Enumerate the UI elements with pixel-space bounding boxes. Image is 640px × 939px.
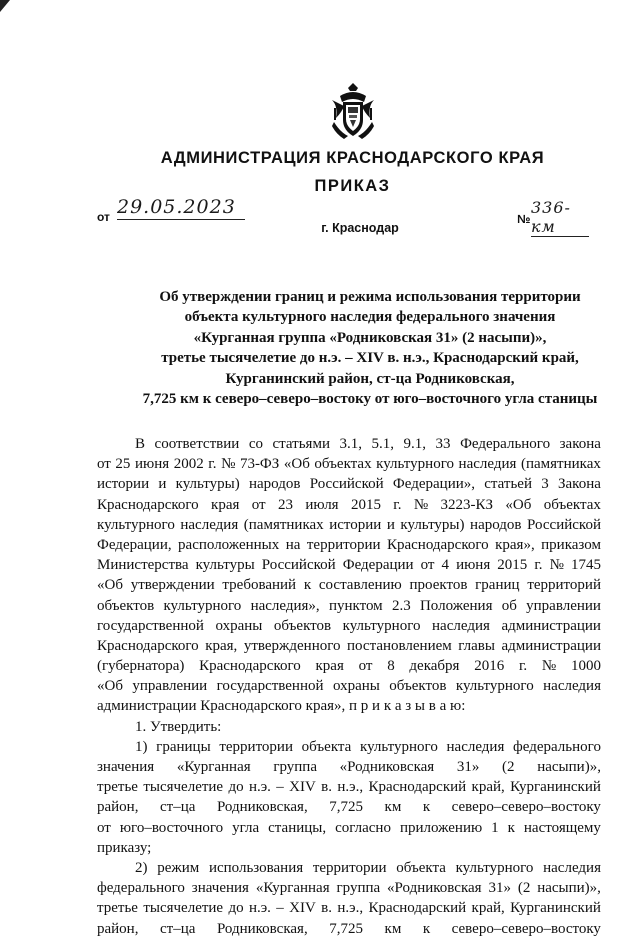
body-word: н.э. [248, 779, 271, 796]
body-word: Родниковская, [216, 799, 308, 816]
body-word: 73-ФЗ [239, 456, 280, 473]
body-word: пунктом [328, 597, 383, 614]
body-word: 5.1, [371, 436, 395, 452]
body-word: насыпи)», [537, 880, 601, 897]
body-word: Родниковская, [216, 920, 308, 937]
body-word: территории [312, 859, 387, 876]
title-line: Курганинский район, ст-ца Родниковская, [225, 370, 515, 387]
body-word: «Об [97, 577, 123, 594]
body-word: 2002 [173, 456, 204, 473]
body-word: края [211, 496, 240, 513]
body-word: администрации [501, 617, 601, 634]
body-word: государственной [97, 617, 204, 634]
body-word: г. [534, 557, 543, 574]
body-word: 31» [456, 759, 480, 775]
body-word: н.э. [248, 900, 271, 917]
body-word: северо–северо–востоку [451, 920, 601, 937]
body-word: в. [321, 779, 333, 796]
body-word: управлении [526, 597, 601, 614]
body-word: статьей [484, 476, 532, 493]
body-word: «Курганная [176, 759, 251, 775]
date-label: от [97, 210, 110, 224]
body-word: Краснодарский [368, 900, 467, 917]
title-line: 7,725 км к северо–северо–востоку от юго–восточного угла станицы [142, 391, 598, 408]
city-name: г. Краснодар [321, 221, 399, 235]
body-line [97, 616, 601, 636]
number-label: № [517, 212, 531, 226]
document-title [60, 287, 640, 409]
body-word: значения [97, 759, 155, 775]
body-word: «Курганная [255, 880, 330, 897]
body-word: июня [456, 557, 491, 574]
body-line [97, 878, 601, 898]
body-word: народов [249, 476, 301, 493]
body-word: края [315, 658, 344, 675]
body-word: группа [336, 880, 381, 897]
body-word: согласно [335, 819, 391, 836]
body-word: и [158, 476, 167, 493]
body-word: от [97, 456, 111, 473]
body-word: 2015 [350, 496, 381, 513]
body-word: № [221, 456, 236, 473]
body-line-text: приказу; [97, 839, 152, 856]
body-word: постановлением [347, 637, 452, 654]
body-word: статьями [272, 436, 330, 452]
body-word: район, [97, 799, 139, 816]
body-line [97, 474, 601, 494]
body-word: 8 [387, 658, 395, 675]
body-word: Федерации, [97, 536, 172, 553]
body-line [97, 919, 601, 939]
body-word: культурного [342, 617, 421, 634]
body-word: Краснодарского [386, 536, 489, 553]
body-word: н.э., [337, 900, 364, 917]
body-line [97, 838, 601, 858]
body-word: Российской [261, 557, 336, 574]
body-word: управлении [132, 678, 208, 695]
body-word: наследия», [250, 597, 320, 614]
body-word: 1) [135, 738, 148, 755]
body-word: км [384, 920, 402, 937]
body-word: расположенных [178, 536, 280, 553]
body-line [97, 434, 601, 454]
body-word: 3223-КЗ [440, 496, 494, 513]
body-word: составлению [318, 577, 402, 594]
body-word: культурного [360, 738, 438, 755]
body-word: Министерства [97, 557, 189, 574]
body-word: края», [495, 536, 535, 553]
body-word: декабря [409, 658, 460, 675]
body-line [97, 636, 601, 656]
body-line-text: 1. Утвердить: [135, 718, 222, 735]
body-word: третье [97, 779, 138, 796]
body-line [97, 858, 601, 878]
body-word: край, [471, 779, 505, 796]
body-line [97, 757, 601, 777]
body-word: к [422, 799, 431, 816]
body-word: к [303, 577, 312, 594]
body-word: 31» [488, 880, 511, 897]
body-word: (2 [502, 759, 515, 775]
body-word: и [386, 516, 395, 533]
document-type: ПРИКАЗ [314, 177, 391, 195]
body-word: (2 [517, 880, 531, 897]
body-word: № [413, 496, 429, 513]
body-word: культурного [455, 678, 534, 695]
body-word: истории [97, 476, 150, 493]
body-line [97, 717, 601, 737]
body-word: № [541, 658, 557, 675]
body-word: наследия [458, 456, 517, 473]
body-word: истории [329, 516, 382, 533]
body-line [97, 495, 601, 515]
body-line [97, 898, 601, 918]
body-word: 2015 [497, 557, 528, 574]
body-line [97, 555, 601, 575]
body-line [97, 656, 601, 676]
title-line: «Курганная группа «Родниковская 31» (2 насыпи)», [193, 329, 547, 346]
body-line [97, 575, 601, 595]
body-word: требований [222, 577, 297, 594]
body-word: до [228, 900, 244, 917]
body-word: культуры [195, 557, 255, 574]
body-word: июня [134, 456, 170, 473]
body-word: «Об [97, 678, 123, 695]
body-word: – [276, 900, 284, 917]
body-word: к [507, 819, 515, 836]
body-word: утверждении [130, 577, 215, 594]
body-word: проектов [409, 577, 468, 594]
body-word: администрации [501, 637, 601, 654]
body-line [97, 696, 601, 716]
body-word: наследия [543, 859, 601, 876]
body-word: 7,725 [329, 799, 363, 816]
body-word: «Родниковская [339, 759, 435, 775]
body-word: со [248, 436, 263, 452]
body-word: режим [157, 859, 200, 876]
body-word: 33 [435, 436, 451, 452]
body-word: 3.1, [339, 436, 362, 452]
body-line [97, 737, 601, 757]
body-word: 9.1, [403, 436, 427, 452]
body-word: на [285, 536, 301, 553]
body-word: приказом [541, 536, 601, 553]
body-line-text: администрации Краснодарского края», п р и к а з ы в а ю: [97, 698, 466, 715]
body-word: от [251, 496, 266, 513]
body-line [97, 777, 601, 797]
body-word: г. [208, 456, 217, 473]
body-word: Федерации», [392, 476, 475, 493]
body-word: группа [273, 759, 317, 775]
body-word: главы [458, 637, 495, 654]
body-word: Краснодарского [97, 496, 199, 513]
body-word: объектов [273, 617, 332, 634]
body-word: объектов [389, 678, 447, 695]
body-word: ст–ца [160, 920, 196, 937]
title-line: третье тысячелетие до н.э. – XIV в. н.э., Краснодарский край, [161, 350, 579, 367]
body-word: наследия [180, 516, 239, 533]
body-word: третье [97, 900, 138, 917]
body-word: территории [219, 738, 293, 755]
body-word: в. [321, 900, 333, 917]
body-word: настоящему [523, 819, 601, 836]
handwritten-date: 29.05.2023 [117, 196, 245, 220]
body-word: XIV [289, 779, 316, 796]
body-line [97, 454, 601, 474]
body-word: наследия [543, 678, 601, 695]
body-word: июля [305, 496, 339, 513]
body-word: 1 [491, 819, 499, 836]
body-word: объекта [301, 738, 352, 755]
body-word: 2) [135, 859, 148, 876]
body-word: закона [559, 436, 601, 452]
body-word: наследия [432, 617, 490, 634]
body-word: от [358, 658, 373, 675]
body-word: «Об [505, 496, 532, 513]
body-word: 1745 [570, 557, 601, 574]
body-word: насыпи)», [537, 759, 601, 775]
body-line [97, 515, 601, 535]
corner-fold-mark [0, 0, 12, 14]
body-word: 1000 [570, 658, 601, 675]
body-word: Краснодарского [97, 637, 199, 654]
body-word: федерального [97, 880, 185, 897]
body-line [97, 596, 601, 616]
body-word: юго–восточного [119, 819, 224, 836]
body-line [97, 676, 601, 696]
body-word: Российской [527, 516, 601, 533]
body-word: объектов [97, 597, 155, 614]
body-word: 2016 [474, 658, 505, 675]
body-line [97, 535, 601, 555]
document-body [97, 434, 601, 939]
body-word: культурного [97, 516, 175, 533]
body-line [97, 818, 601, 838]
title-line: объекта культурного наследия федерального значения [184, 309, 556, 326]
body-word: тысячелетие [143, 900, 224, 917]
body-word: культурного [163, 597, 242, 614]
body-word: XIV [289, 900, 316, 917]
body-word: тысячелетие [143, 779, 224, 796]
body-word: культурного [455, 859, 534, 876]
body-word: 25 [115, 456, 131, 473]
body-word: 2.3 [391, 597, 411, 614]
body-word: северо–северо–востоку [451, 799, 601, 816]
body-word: границ [475, 577, 520, 594]
body-word: № [549, 557, 564, 574]
body-word: федерального [513, 738, 601, 755]
body-word: Федерального [460, 436, 551, 452]
body-word: от [420, 557, 435, 574]
body-word: 7,725 [329, 920, 363, 937]
body-word: охраны [215, 617, 263, 634]
body-word: государственной [216, 678, 324, 695]
body-word: Закона [558, 476, 601, 493]
body-word: объектах [543, 496, 601, 513]
body-word: «Об [283, 456, 310, 473]
body-word: Федерации [342, 557, 414, 574]
body-word: культуры) [400, 516, 465, 533]
body-word: использования [208, 859, 304, 876]
body-word: края, [205, 637, 238, 654]
body-word: охраны [332, 678, 380, 695]
body-word: приложению [399, 819, 483, 836]
body-word: об [501, 597, 517, 614]
organization-name: АДМИНИСТРАЦИЯ КРАСНОДАРСКОГО КРАЯ [160, 149, 545, 167]
body-word: наследия [446, 738, 505, 755]
body-word: к [422, 920, 431, 937]
body-word: значения [191, 880, 249, 897]
body-word: край, [471, 900, 505, 917]
body-word: угла [232, 819, 260, 836]
body-word: до [228, 779, 244, 796]
coat-of-arms-emblem [328, 82, 378, 140]
body-word: км [384, 799, 402, 816]
body-word: – [276, 779, 284, 796]
body-word: объекта [396, 859, 446, 876]
body-word: границы [156, 738, 211, 755]
body-word: район, [97, 920, 139, 937]
body-word: народов [470, 516, 522, 533]
body-word: от [97, 819, 111, 836]
body-word: объектах [314, 456, 372, 473]
body-word: Краснодарский [368, 779, 467, 796]
title-line: Об утверждении границ и режима использования территории [159, 289, 581, 305]
body-word: г. [518, 658, 528, 675]
body-word: 3 [541, 476, 549, 493]
body-word: культурного [376, 456, 454, 473]
body-word: Положения [419, 597, 493, 614]
body-word: (губернатора) [97, 658, 185, 675]
handwritten-number: 336-км [531, 198, 589, 237]
body-word: н.э., [337, 779, 364, 796]
body-word: 23 [277, 496, 293, 513]
body-word: 4 [441, 557, 450, 574]
body-word: соответствии [154, 436, 240, 452]
body-word: Краснодарского [199, 658, 301, 675]
body-word: г. [393, 496, 402, 513]
body-word: территорий [527, 577, 601, 594]
body-word: культуры) [175, 476, 240, 493]
body-line [97, 797, 601, 817]
body-word: утвержденного [243, 637, 341, 654]
body-word: Российской [309, 476, 384, 493]
body-word: В [135, 436, 146, 452]
body-word: ст–ца [160, 799, 196, 816]
body-word: «Родниковская [387, 880, 482, 897]
body-word: (памятниках [243, 516, 324, 533]
body-word: станицы, [268, 819, 327, 836]
body-word: территории [306, 536, 381, 553]
body-word: (памятниках [520, 456, 601, 473]
body-word: Курганинский [510, 779, 601, 796]
body-word: Курганинский [510, 900, 601, 917]
